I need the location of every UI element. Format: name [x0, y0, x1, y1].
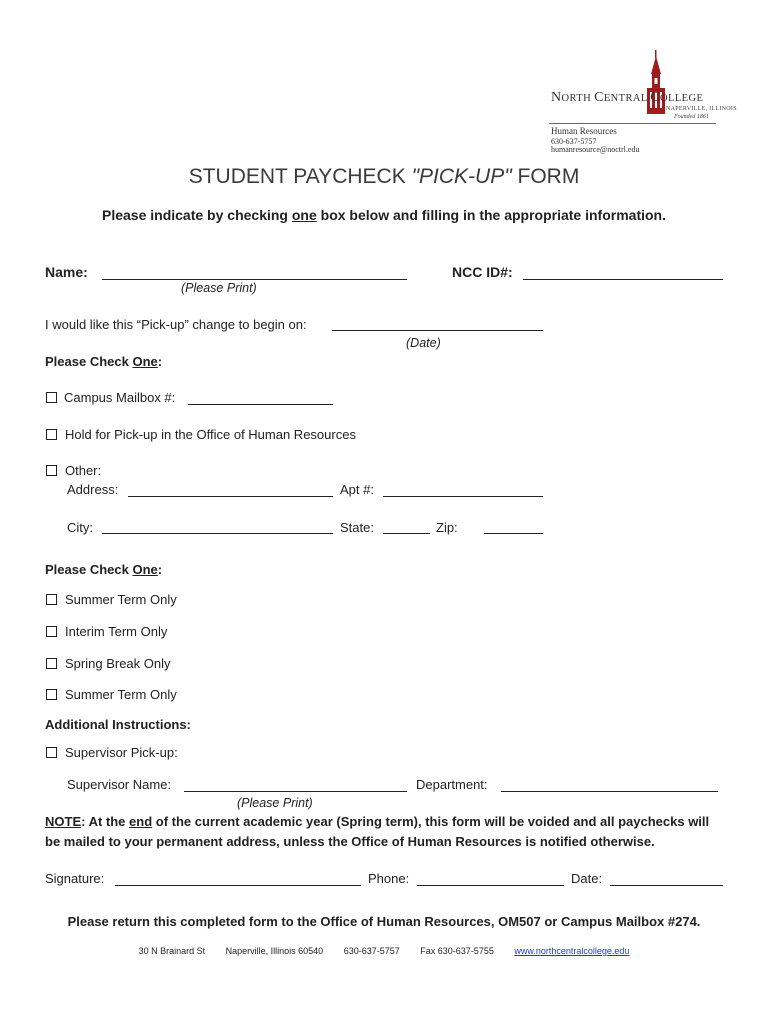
supervisor-print-hint: (Please Print): [237, 796, 313, 810]
spring-break-checkbox[interactable]: [46, 658, 57, 669]
section2-heading: Please Check One:: [45, 562, 163, 577]
supervisor-pickup-label: Supervisor Pick-up:: [65, 745, 178, 760]
hr-department: Human Resources: [551, 126, 617, 136]
college-name-logo: NORTH CENTRAL COLLEGE: [551, 90, 704, 105]
footer-address: [0, 946, 768, 956]
hr-email: humanresource@noctrl.edu: [551, 145, 640, 154]
other-label: Other:: [65, 463, 102, 478]
form-instruction: Please indicate by checking one box below and filling in the appropriate information.: [102, 207, 666, 223]
summer-term-label-2: Summer Term Only: [65, 687, 177, 702]
additional-instructions-heading: Additional Instructions:: [45, 717, 191, 732]
name-print-hint: (Please Print): [181, 281, 257, 295]
name-field[interactable]: [102, 279, 407, 280]
city-field[interactable]: [102, 533, 333, 534]
signature-label: Signature:: [45, 871, 105, 886]
logo-location: NAPERVILLE, ILLINOIS: [666, 106, 737, 112]
department-label: Department:: [416, 777, 488, 792]
ncc-id-label: NCC ID#:: [452, 264, 513, 280]
summer-term-checkbox[interactable]: [46, 594, 57, 605]
apt-label: Apt #:: [340, 482, 374, 497]
phone-field[interactable]: [417, 885, 564, 886]
supervisor-name-field[interactable]: [184, 791, 407, 792]
form-title: STUDENT PAYCHECK "PICK-UP" FORM: [188, 165, 580, 188]
footer-city: Naperville, Illinois 60540: [225, 946, 324, 956]
name-label: Name:: [45, 264, 88, 280]
footer-fax: Fax 630-637-5755: [420, 946, 494, 956]
date-hint: (Date): [406, 336, 441, 350]
zip-label: Zip:: [436, 520, 458, 535]
logo-divider: [549, 123, 716, 124]
campus-mailbox-label: Campus Mailbox #:: [64, 390, 176, 405]
supervisor-name-label: Supervisor Name:: [67, 777, 172, 792]
return-instructions: Please return this completed form to the Office of Human Resources, OM507 or Campus Mailbox #274.: [67, 914, 701, 929]
phone-label: Phone:: [368, 871, 410, 886]
interim-term-checkbox[interactable]: [46, 626, 57, 637]
website-link[interactable]: www.northcentralcollege.edu: [514, 946, 630, 956]
department-field[interactable]: [501, 791, 718, 792]
college-logo-tower: [645, 50, 667, 116]
campus-mailbox-field[interactable]: [188, 404, 333, 405]
summer-term-label: Summer Term Only: [65, 592, 177, 607]
hold-pickup-label: Hold for Pick-up in the Office of Human Resources: [65, 427, 356, 442]
apt-field[interactable]: [383, 496, 543, 497]
logo-founded: Founded 1861: [674, 114, 709, 120]
state-field[interactable]: [383, 533, 430, 534]
hold-pickup-checkbox[interactable]: [46, 429, 57, 440]
spring-break-label: Spring Break Only: [65, 656, 171, 671]
hr-phone: 630-637-5757: [551, 137, 597, 146]
zip-field[interactable]: [484, 533, 543, 534]
begin-date-field[interactable]: [332, 330, 543, 331]
note-line-2: be mailed to your permanent address, unless the Office of Human Resources is notified otherwise.: [45, 834, 655, 849]
begin-date-label: I would like this “Pick-up” change to begin on:: [45, 317, 307, 332]
signature-field[interactable]: [115, 885, 361, 886]
date-label: Date:: [571, 871, 603, 886]
other-checkbox[interactable]: [46, 465, 57, 476]
interim-term-label: Interim Term Only: [65, 624, 168, 639]
date-field[interactable]: [610, 885, 723, 886]
summer-term-checkbox-2[interactable]: [46, 689, 57, 700]
ncc-id-field[interactable]: [523, 279, 723, 280]
address-label: Address:: [67, 482, 119, 497]
state-label: State:: [340, 520, 374, 535]
campus-mailbox-checkbox[interactable]: [46, 392, 57, 403]
supervisor-pickup-checkbox[interactable]: [46, 747, 57, 758]
address-field[interactable]: [128, 496, 333, 497]
city-label: City:: [67, 520, 93, 535]
footer-street: 30 N Brainard St: [138, 946, 206, 956]
footer-phone: 630-637-5757: [343, 946, 400, 956]
note-line-1: NOTE: At the end of the current academic year (Spring term), this form will be voided and all paychecks will: [45, 814, 710, 829]
section1-heading: Please Check One:: [45, 354, 163, 369]
